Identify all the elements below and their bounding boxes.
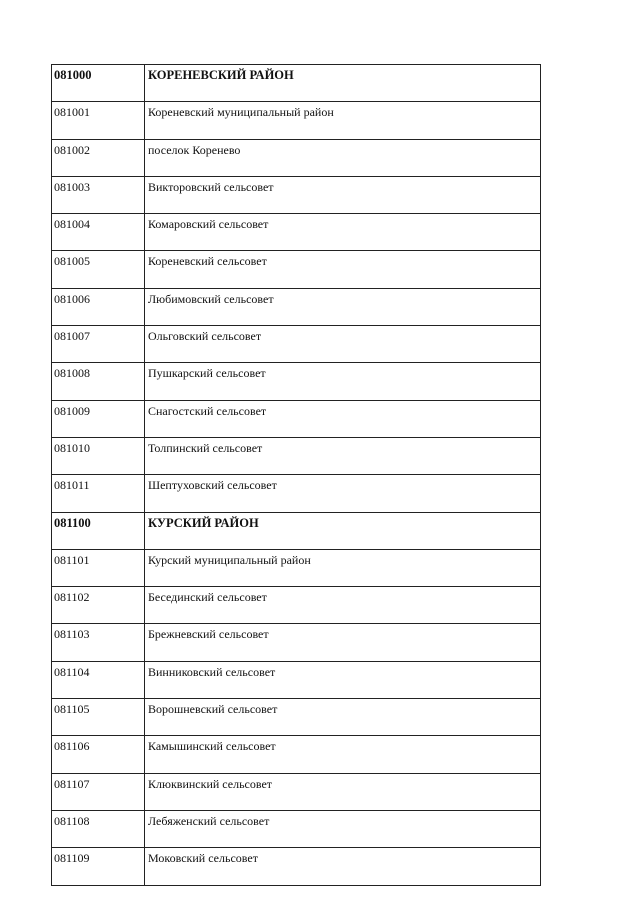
table-row bbox=[52, 661, 541, 698]
table-row bbox=[52, 214, 541, 251]
code-cell: 081006 bbox=[52, 288, 145, 325]
code-cell: 081009 bbox=[52, 400, 145, 437]
table-row bbox=[52, 102, 541, 139]
table-row bbox=[52, 736, 541, 773]
code-cell: 081010 bbox=[52, 437, 145, 474]
code-cell: 081108 bbox=[52, 810, 145, 847]
table-row bbox=[52, 699, 541, 736]
name-cell: Бесединский сельсовет bbox=[145, 587, 541, 624]
table-row bbox=[52, 363, 541, 400]
code-cell: 081002 bbox=[52, 139, 145, 176]
municipality-code-table bbox=[51, 64, 541, 886]
code-cell: 081103 bbox=[52, 624, 145, 661]
name-cell: Лебяженский сельсовет bbox=[145, 810, 541, 847]
document-page bbox=[51, 64, 541, 886]
table-row bbox=[52, 773, 541, 810]
name-cell: Шептуховский сельсовет bbox=[145, 475, 541, 512]
table-row bbox=[52, 437, 541, 474]
code-cell: 081008 bbox=[52, 363, 145, 400]
name-cell: Кореневский муниципальный район bbox=[145, 102, 541, 139]
table-row bbox=[52, 624, 541, 661]
table-row bbox=[52, 848, 541, 885]
code-cell: 081101 bbox=[52, 549, 145, 586]
code-cell: 081011 bbox=[52, 475, 145, 512]
code-cell: 081109 bbox=[52, 848, 145, 885]
code-cell: 081107 bbox=[52, 773, 145, 810]
code-cell: 081106 bbox=[52, 736, 145, 773]
name-cell: Клюквинский сельсовет bbox=[145, 773, 541, 810]
name-cell: поселок Коренево bbox=[145, 139, 541, 176]
table-row bbox=[52, 139, 541, 176]
name-cell: Ольговский сельсовет bbox=[145, 326, 541, 363]
code-cell: 081105 bbox=[52, 699, 145, 736]
name-cell: Винниковский сельсовет bbox=[145, 661, 541, 698]
table-row bbox=[52, 810, 541, 847]
name-cell: Пушкарский сельсовет bbox=[145, 363, 541, 400]
code-cell: 081007 bbox=[52, 326, 145, 363]
name-cell: Викторовский сельсовет bbox=[145, 176, 541, 213]
table-row bbox=[52, 475, 541, 512]
name-cell: Ворошневский сельсовет bbox=[145, 699, 541, 736]
name-cell: Кореневский сельсовет bbox=[145, 251, 541, 288]
district-header-row bbox=[52, 65, 541, 102]
table-row bbox=[52, 400, 541, 437]
name-cell: Комаровский сельсовет bbox=[145, 214, 541, 251]
table-row bbox=[52, 176, 541, 213]
code-cell: 081000 bbox=[52, 65, 145, 102]
name-cell: Любимовский сельсовет bbox=[145, 288, 541, 325]
name-cell: Толпинский сельсовет bbox=[145, 437, 541, 474]
table-row bbox=[52, 587, 541, 624]
table-row bbox=[52, 251, 541, 288]
name-cell: КОРЕНЕВСКИЙ РАЙОН bbox=[145, 65, 541, 102]
code-cell: 081004 bbox=[52, 214, 145, 251]
name-cell: Брежневский сельсовет bbox=[145, 624, 541, 661]
table-row bbox=[52, 326, 541, 363]
code-cell: 081100 bbox=[52, 512, 145, 549]
code-cell: 081005 bbox=[52, 251, 145, 288]
name-cell: КУРСКИЙ РАЙОН bbox=[145, 512, 541, 549]
code-cell: 081104 bbox=[52, 661, 145, 698]
code-cell: 081102 bbox=[52, 587, 145, 624]
table-row bbox=[52, 549, 541, 586]
code-cell: 081003 bbox=[52, 176, 145, 213]
district-header-row bbox=[52, 512, 541, 549]
name-cell: Моковский сельсовет bbox=[145, 848, 541, 885]
name-cell: Камышинский сельсовет bbox=[145, 736, 541, 773]
name-cell: Снагостский сельсовет bbox=[145, 400, 541, 437]
code-cell: 081001 bbox=[52, 102, 145, 139]
name-cell: Курский муниципальный район bbox=[145, 549, 541, 586]
table-row bbox=[52, 288, 541, 325]
